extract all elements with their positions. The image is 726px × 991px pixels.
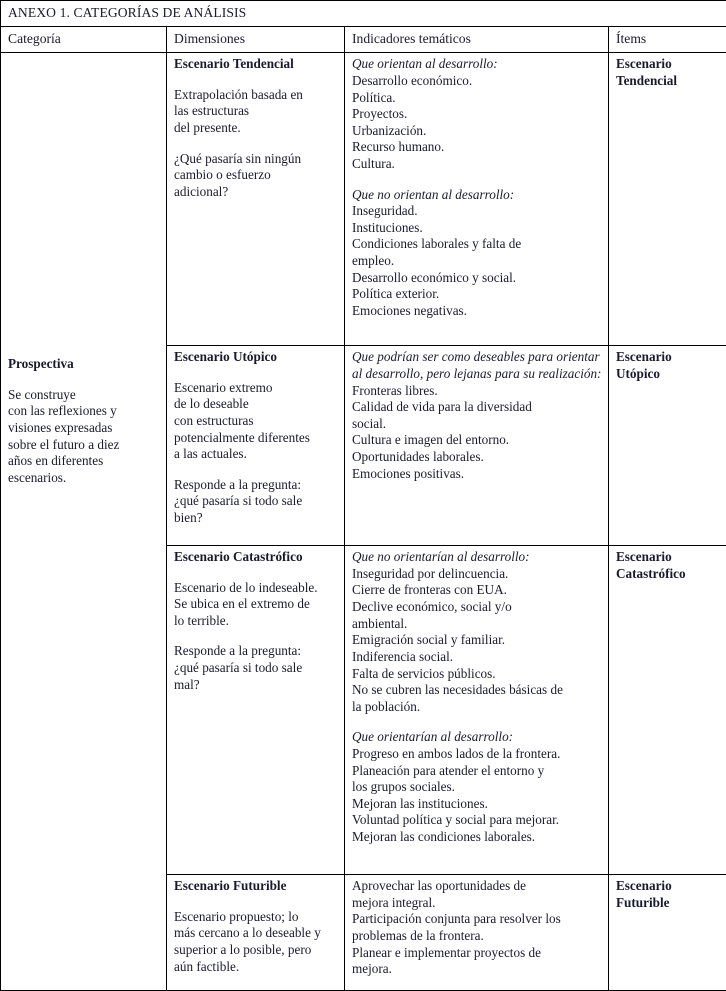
dimension-line: cambio o esfuerzo <box>174 167 271 183</box>
indicador-lead: Que no orientarían al desarrollo: <box>352 549 530 565</box>
dimension-paragraph <box>174 580 338 630</box>
dimension-line: ¿qué pasaría si todo sale <box>174 493 303 509</box>
indicador-line: Declive económico, social y/o <box>352 599 512 615</box>
indicador-line: empleo. <box>352 253 395 269</box>
column-header-items: Ítems <box>609 27 726 53</box>
indicador-line: Fronteras libres. <box>352 382 438 398</box>
dimensiones-cell <box>167 875 345 991</box>
indicador-lead: Que orientarían al desarrollo: <box>352 729 514 745</box>
dimension-line: Escenario de lo indeseable. <box>174 579 318 595</box>
dimension-line: lo terrible. <box>174 612 229 628</box>
indicador-line: Emociones negativas. <box>352 302 467 318</box>
dimension-paragraph <box>174 477 338 527</box>
dimension-line: Responde a la pregunta: <box>174 476 302 492</box>
indicador-line: problemas de la frontera. <box>352 928 484 944</box>
dimension-line: superior a lo posible, pero <box>174 941 312 957</box>
indicador-lead: Que no orientan al desarrollo: <box>352 186 515 202</box>
item-line: Utópico <box>616 365 660 381</box>
indicador-group <box>352 56 602 172</box>
dimension-line: de lo deseable <box>174 396 249 412</box>
categoria-cell <box>1 53 167 991</box>
indicador-group <box>352 729 602 845</box>
dimension-line: Escenario propuesto; lo <box>174 908 299 924</box>
table-header-row <box>1 27 726 53</box>
indicador-group <box>352 187 602 320</box>
indicador-line: Condiciones laborales y falta de <box>352 236 522 252</box>
indicadores-cell <box>345 875 609 991</box>
indicador-line: Desarrollo económico y social. <box>352 269 517 285</box>
items-cell <box>609 546 726 875</box>
indicador-lead: Que orientan al desarrollo: <box>352 56 498 72</box>
indicador-line: Cierre de fronteras con EUA. <box>352 582 507 598</box>
indicador-line: Participación conjunta para resolver los <box>352 911 561 927</box>
indicador-line: Emigración social y familiar. <box>352 632 506 648</box>
categoria-line: Se construye <box>8 386 76 402</box>
dimension-line: Se ubica en el extremo de <box>174 596 310 612</box>
indicador-line: Mejoran las condiciones laborales. <box>352 829 536 845</box>
indicador-line: Inseguridad. <box>352 203 418 219</box>
indicadores-cell <box>345 546 609 875</box>
item-line: Tendencial <box>616 72 678 88</box>
indicador-line: No se cubren las necesidades básicas de <box>352 682 563 698</box>
dimension-heading: Escenario Futurible <box>174 878 287 894</box>
indicador-group <box>352 549 602 715</box>
dimension-line: las estructuras <box>174 103 250 119</box>
column-header-dimensiones: Dimensiones <box>167 27 345 53</box>
indicador-line: mejora. <box>352 961 392 977</box>
dimension-heading: Escenario Catastrófico <box>174 549 303 565</box>
dimension-paragraph <box>174 380 338 463</box>
dimension-line: bien? <box>174 510 203 526</box>
indicador-line: Política exterior. <box>352 286 440 302</box>
categoria-line: sobre el futuro a diez <box>8 436 120 452</box>
categoria-line: escenarios. <box>8 469 67 485</box>
dimension-line: ¿qué pasaría si todo sale <box>174 660 303 676</box>
dimension-paragraph <box>174 151 338 201</box>
indicador-line: Desarrollo económico. <box>352 72 473 88</box>
dimensiones-cell <box>167 53 345 346</box>
items-cell <box>609 53 726 346</box>
indicador-line: Voluntad política y social para mejorar. <box>352 812 560 828</box>
indicador-line: Urbanización. <box>352 122 427 138</box>
dimension-line: con estructuras <box>174 413 254 429</box>
indicador-line: Instituciones. <box>352 219 423 235</box>
indicador-line: Oportunidades laborales. <box>352 449 484 465</box>
column-header-indicadores: Indicadores temáticos <box>345 27 609 53</box>
indicador-line: Política. <box>352 89 396 105</box>
dimension-line: Extrapolación basada en <box>174 86 303 102</box>
dimension-heading: Escenario Utópico <box>174 349 277 365</box>
indicador-line: Proyectos. <box>352 106 408 122</box>
indicador-line: Aprovechar las oportunidades de <box>352 878 526 894</box>
dimension-line: del presente. <box>174 120 241 136</box>
indicadores-cell <box>345 346 609 546</box>
column-header-categoria: Categoría <box>1 27 167 53</box>
items-cell <box>609 875 726 991</box>
indicador-line: Planear e implementar proyectos de <box>352 944 541 960</box>
indicador-group <box>352 349 602 482</box>
indicador-line: los grupos sociales. <box>352 779 455 795</box>
page-title: ANEXO 1. CATEGORÍAS DE ANÁLISIS <box>1 1 726 27</box>
table-title-row <box>1 1 726 27</box>
indicador-line: social. <box>352 415 387 431</box>
indicador-line: Planeación para atender el entorno y <box>352 762 545 778</box>
indicador-line: Falta de servicios públicos. <box>352 665 496 681</box>
indicador-line: ambiental. <box>352 615 408 631</box>
dimension-line: Escenario extremo <box>174 379 273 395</box>
dimension-line: mal? <box>174 676 200 692</box>
dimension-line: potencialmente diferentes <box>174 429 310 445</box>
categoria-heading: Prospectiva <box>8 356 74 372</box>
indicador-line: Recurso humano. <box>352 139 445 155</box>
item-line: Escenario <box>616 549 672 565</box>
items-cell <box>609 346 726 546</box>
dimension-heading: Escenario Tendencial <box>174 56 294 72</box>
categoria-line: visiones expresadas <box>8 420 113 436</box>
table-row <box>1 53 726 346</box>
indicador-line: Indiferencia social. <box>352 648 454 664</box>
dimension-line: Responde a la pregunta: <box>174 643 302 659</box>
item-line: Futurible <box>616 894 670 910</box>
indicador-line: la población. <box>352 698 421 714</box>
indicador-line: Cultura e imagen del entorno. <box>352 432 510 448</box>
dimension-line: más cercano a lo deseable y <box>174 925 321 941</box>
indicador-lead: Que podrían ser como deseables para orientar al desarrollo, pero lejanas para su realización: <box>352 349 602 381</box>
categoria-line: años en diferentes <box>8 453 104 469</box>
indicador-group <box>352 878 602 978</box>
categoria-line: con las reflexiones y <box>8 403 117 419</box>
indicadores-cell <box>345 53 609 346</box>
dimensiones-cell <box>167 546 345 875</box>
dimension-line: a las actuales. <box>174 446 247 462</box>
item-line: Catastrófico <box>616 565 686 581</box>
dimension-paragraph <box>174 909 338 976</box>
dimension-line: ¿Qué pasaría sin ningún <box>174 150 302 166</box>
indicador-line: mejora integral. <box>352 894 436 910</box>
indicador-line: Calidad de vida para la diversidad <box>352 399 532 415</box>
indicador-line: Mejoran las instituciones. <box>352 795 488 811</box>
item-line: Escenario <box>616 878 672 894</box>
indicador-line: Emociones positivas. <box>352 465 465 481</box>
indicador-line: Progreso en ambos lados de la frontera. <box>352 745 561 761</box>
dimension-line: aún factible. <box>174 958 240 974</box>
indicador-line: Inseguridad por delincuencia. <box>352 565 509 581</box>
dimension-line: adicional? <box>174 183 229 199</box>
indicador-line: Cultura. <box>352 156 395 172</box>
item-line: Escenario <box>616 56 672 72</box>
dimensiones-cell <box>167 346 345 546</box>
dimension-paragraph <box>174 643 338 693</box>
item-line: Escenario <box>616 349 672 365</box>
dimension-paragraph <box>174 87 338 137</box>
